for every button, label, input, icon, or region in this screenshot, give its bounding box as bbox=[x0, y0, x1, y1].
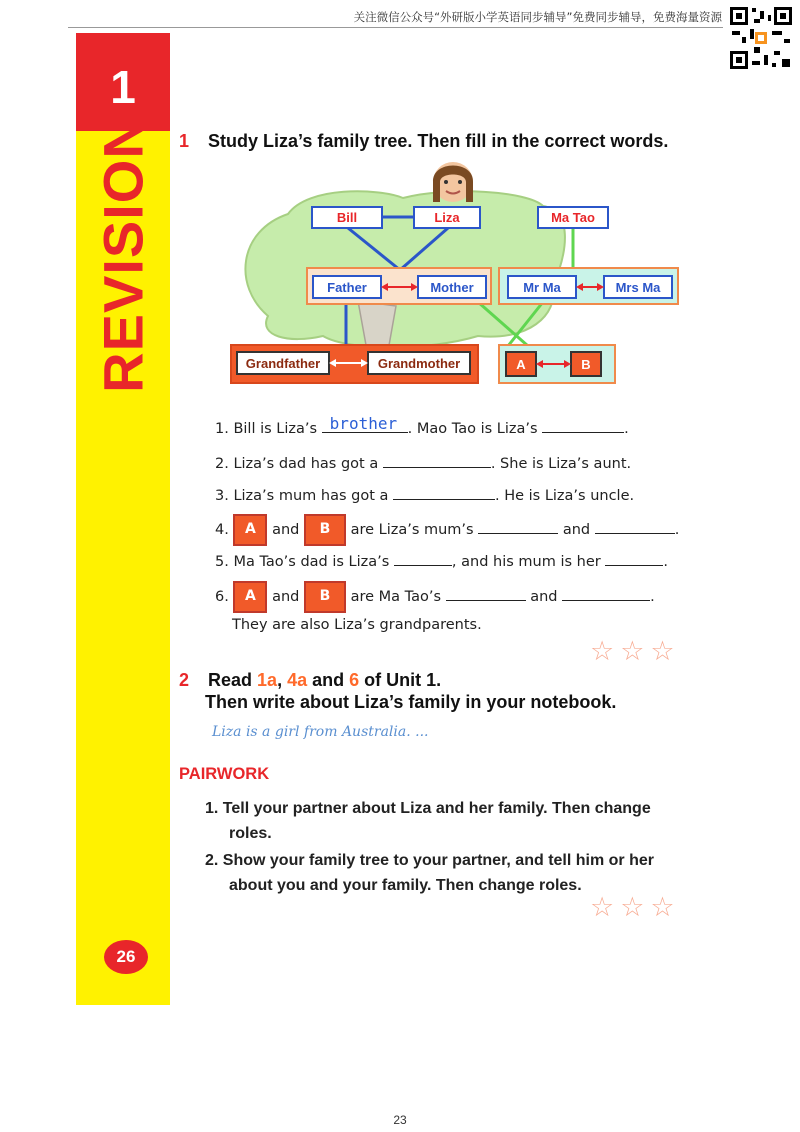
exercise-1 bbox=[215, 414, 629, 437]
exercise-1-number: 1. bbox=[215, 421, 229, 437]
pairwork-item-1: 1. Tell your partner about Liza and her family. Then change bbox=[205, 800, 651, 817]
revision-label: REVISION bbox=[91, 117, 155, 393]
node-liza-label: Liza bbox=[434, 210, 460, 225]
node-bill-label: Bill bbox=[336, 210, 358, 225]
exercise-6 bbox=[215, 581, 655, 613]
section2-ref-1a: 1a bbox=[257, 670, 278, 690]
section2-title-line2: Then write about Liza’s family in your notebook. bbox=[205, 692, 617, 712]
section1-number: 1 bbox=[179, 131, 190, 151]
exercise-5-text-a: Ma Tao’s dad is Liza’s bbox=[233, 554, 394, 570]
exercise-4-number: 4. bbox=[215, 522, 229, 538]
box-b: B bbox=[304, 514, 346, 546]
box-a: A bbox=[233, 581, 267, 613]
exercise-2-text-b: . She is Liza’s aunt. bbox=[490, 456, 632, 472]
blank-1a[interactable] bbox=[322, 414, 408, 433]
box-a: A bbox=[233, 514, 267, 546]
pairwork-title: PAIRWORK bbox=[179, 765, 270, 783]
pairwork-item-1-cont: roles. bbox=[229, 825, 272, 842]
pairwork-item-2: 2. Show your family tree to your partner, and tell him or her bbox=[205, 852, 654, 869]
exercise-4 bbox=[215, 514, 679, 546]
section2-ref-4a: 4a bbox=[287, 670, 308, 690]
blank-1b[interactable] bbox=[542, 418, 624, 433]
exercise-5 bbox=[215, 551, 668, 570]
exercise-1-text-a: Bill is Liza’s bbox=[233, 421, 322, 437]
exercise-6-text-a: are Ma Tao’s bbox=[350, 589, 446, 605]
header-divider bbox=[68, 27, 723, 28]
node-grandfather-label: Grandfather bbox=[245, 356, 321, 371]
exercise-1-text-c: . bbox=[624, 421, 629, 437]
section1-title: Study Liza’s family tree. Then fill in the correct words. bbox=[208, 131, 669, 151]
section2-number: 2 bbox=[179, 670, 190, 690]
section2-ref-6: 6 bbox=[349, 670, 360, 690]
node-ma-tao-label: Ma Tao bbox=[551, 210, 595, 225]
exercise-6-text-c: . bbox=[650, 589, 655, 605]
exercise-3-text-a: Liza’s mum has got a bbox=[233, 488, 393, 504]
node-b-label: B bbox=[581, 357, 591, 372]
exercise-2 bbox=[215, 453, 631, 472]
section2-comma: , bbox=[277, 670, 288, 690]
section2-and: and bbox=[307, 670, 350, 690]
page-number: 23 bbox=[393, 1113, 407, 1127]
node-father-label: Father bbox=[327, 280, 367, 295]
exercise-4-and: and bbox=[272, 522, 300, 538]
blank-6a[interactable] bbox=[446, 586, 526, 601]
unit-number: 1 bbox=[110, 61, 136, 113]
exercise-6-note: They are also Liza’s grandparents. bbox=[232, 617, 482, 633]
family-tree bbox=[228, 156, 684, 396]
page-badge: 26 bbox=[104, 940, 148, 974]
node-mrs-ma-label: Mrs Ma bbox=[615, 280, 661, 295]
exercise-6-number: 6. bbox=[215, 589, 229, 605]
exercise-4-and-2: and bbox=[558, 522, 595, 538]
box-b: B bbox=[304, 581, 346, 613]
exercise-2-text-a: Liza’s dad has got a bbox=[233, 456, 383, 472]
blank-5b[interactable] bbox=[605, 551, 663, 566]
qr-code-icon bbox=[728, 5, 794, 71]
exercise-5-text-b: , and his mum is her bbox=[451, 554, 606, 570]
exercise-3-number: 3. bbox=[215, 488, 229, 504]
exercise-5-number: 5. bbox=[215, 554, 229, 570]
exercise-4-text-a: are Liza’s mum’s bbox=[350, 522, 479, 538]
exercise-5-text-c: . bbox=[663, 554, 668, 570]
header-promo-text: 关注微信公众号“外研版小学英语同步辅导”免费同步辅导，免费海量资源 bbox=[353, 10, 722, 24]
blank-5a[interactable] bbox=[394, 551, 452, 566]
exercise-1-text-b: . Mao Tao is Liza’s bbox=[407, 421, 543, 437]
exercise-2-number: 2. bbox=[215, 456, 229, 472]
blank-1a-answer: brother bbox=[329, 414, 398, 433]
blank-4b[interactable] bbox=[595, 519, 675, 534]
blank-6b[interactable] bbox=[562, 586, 650, 601]
node-mr-ma-label: Mr Ma bbox=[523, 280, 561, 295]
exercise-4-text-c: . bbox=[674, 522, 680, 538]
section2-title-line1 bbox=[208, 670, 441, 691]
rating-stars-2: ☆☆☆ bbox=[590, 892, 681, 922]
exercise-3 bbox=[215, 485, 634, 504]
exercise-6-and-2: and bbox=[525, 589, 563, 605]
blank-3[interactable] bbox=[393, 485, 495, 500]
node-grandmother-label: Grandmother bbox=[377, 356, 461, 371]
exercise-6-and: and bbox=[272, 589, 300, 605]
section2-read: Read bbox=[208, 670, 258, 690]
sample-sentence: Liza is a girl from Australia. ... bbox=[212, 724, 429, 740]
exercise-3-text-b: . He is Liza’s uncle. bbox=[494, 488, 635, 504]
pairwork-item-2-cont: about you and your family. Then change roles. bbox=[229, 877, 582, 894]
node-mother-label: Mother bbox=[430, 280, 474, 295]
node-a-label: A bbox=[516, 357, 526, 372]
rating-stars: ☆☆☆ bbox=[590, 636, 681, 666]
section2-unit: of Unit 1. bbox=[359, 670, 442, 690]
blank-4a[interactable] bbox=[478, 519, 558, 534]
blank-2[interactable] bbox=[383, 453, 491, 468]
